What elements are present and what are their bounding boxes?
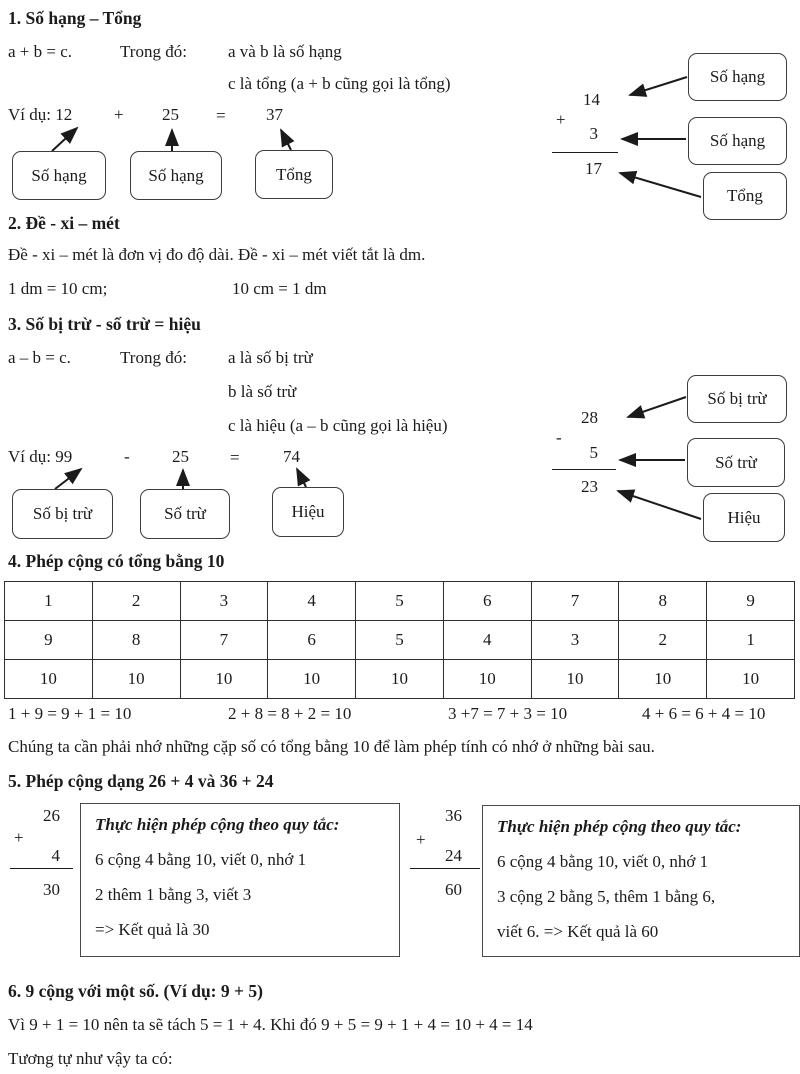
table-cell: 10	[180, 660, 268, 699]
table-cell: 7	[180, 621, 268, 660]
rule-line: 2 thêm 1 bằng 3, viết 3	[95, 885, 252, 904]
table-cell: 9	[707, 582, 795, 621]
vertical-subtraction-top: 28	[581, 408, 598, 427]
rule-title: Thực hiện phép cộng theo quy tắc:	[497, 817, 742, 836]
arrow-icon	[297, 469, 306, 487]
arrow-icon	[281, 130, 291, 150]
sum-10-table	[4, 581, 795, 699]
vertical-plus-sign: +	[556, 110, 566, 129]
addend-label: Số hạng	[31, 165, 87, 185]
rule-box-right	[482, 805, 800, 957]
addition-formula: a + b = c.	[8, 42, 73, 61]
rule-line: => Kết quả là 30	[95, 920, 210, 939]
rule-line: 3 cộng 2 bằng 5, thêm 1 bằng 6,	[497, 887, 716, 906]
subtrahend-label-box	[140, 489, 230, 539]
subtrahend-definition: b là số trừ	[228, 382, 297, 401]
difference-label-box	[703, 493, 785, 542]
table-cell: 6	[443, 582, 531, 621]
arrow-icon	[55, 469, 81, 489]
section-2-heading: 2. Đề - xi – mét	[8, 213, 120, 233]
minuend-label-box	[687, 375, 787, 423]
vertical-addition-result: 60	[445, 880, 462, 899]
sum-rule-line	[10, 868, 73, 869]
vertical-addition-bottom: 3	[589, 124, 598, 143]
vertical-addition-result: 30	[43, 880, 60, 899]
table-cell: 8	[619, 582, 707, 621]
example-prefix: Ví dụ: 12	[8, 105, 73, 124]
vertical-subtraction-bottom: 5	[589, 443, 598, 462]
difference-label: Hiệu	[291, 502, 325, 521]
minus-sign: -	[124, 447, 130, 466]
addend-label-box	[130, 151, 222, 200]
example-sum: 37	[266, 105, 283, 124]
minuend-label: Số bị trừ	[32, 504, 93, 523]
difference-rule-line	[552, 469, 616, 470]
subtraction-formula: a – b = c.	[8, 348, 71, 367]
table-cell: 7	[531, 582, 619, 621]
vertical-addition-bottom: 4	[51, 846, 60, 865]
vertical-plus-sign: +	[416, 830, 426, 849]
table-cell: 10	[619, 660, 707, 699]
vertical-subtraction-result: 23	[581, 477, 598, 496]
table-row	[5, 621, 795, 660]
example-difference: 74	[283, 447, 300, 466]
pair-equation: 4 + 6 = 6 + 4 = 10	[642, 704, 766, 723]
addend-label: Số hạng	[148, 165, 204, 185]
arrow-icon	[618, 491, 701, 519]
difference-definition: c là hiệu (a – b cũng gọi là hiệu)	[228, 416, 448, 435]
example-subtrahend: 25	[172, 447, 189, 466]
vertical-addition-result: 17	[585, 159, 602, 178]
sum-label-box	[703, 172, 787, 220]
vertical-minus-sign: -	[556, 428, 562, 447]
section-5-heading: 5. Phép cộng dạng 26 + 4 và 36 + 24	[8, 771, 274, 791]
table-cell: 10	[268, 660, 356, 699]
pair-equation: 3 +7 = 7 + 3 = 10	[448, 704, 568, 723]
section-4-heading: 4. Phép cộng có tổng bằng 10	[8, 551, 225, 571]
sum-label: Tổng	[276, 164, 312, 184]
decimeter-definition: Đề - xi – mét là đơn vị đo độ dài. Đề - xi – mét viết tắt là dm.	[8, 245, 426, 264]
table-cell: 1	[5, 582, 93, 621]
sum-rule-line	[410, 868, 480, 869]
rule-box-left	[80, 803, 400, 957]
table-row	[5, 582, 795, 621]
table-cell: 5	[356, 621, 444, 660]
minuend-label: Số bị trừ	[707, 389, 767, 408]
vertical-addition-top: 36	[445, 806, 462, 825]
vertical-plus-sign: +	[14, 828, 24, 847]
arrow-icon	[52, 128, 77, 151]
example-prefix: Ví dụ: 99	[8, 447, 73, 466]
table-cell: 5	[356, 582, 444, 621]
table-cell: 8	[92, 621, 180, 660]
table-row	[5, 660, 795, 699]
minuend-definition: a là số bị trừ	[228, 348, 313, 367]
addend-label: Số hạng	[709, 67, 766, 86]
cm-to-dm: 10 cm = 1 dm	[232, 279, 327, 298]
section-1-heading: 1. Số hạng – Tổng	[8, 8, 142, 28]
sum-definition: c là tổng (a + b cũng gọi là tổng)	[228, 74, 451, 93]
rule-line: viết 6. => Kết quả là 60	[497, 922, 659, 941]
difference-label: Hiệu	[727, 507, 761, 527]
table-cell: 10	[92, 660, 180, 699]
addend-label-box	[688, 53, 787, 101]
table-cell: 10	[5, 660, 93, 699]
equals-sign: =	[230, 448, 240, 467]
addend-definition: a và b là số hạng	[228, 42, 342, 61]
nine-plus-explanation: Vì 9 + 1 = 10 nên ta sẽ tách 5 = 1 + 4. Khi đó 9 + 5 = 9 + 1 + 4 = 10 + 4 = 14	[8, 1015, 533, 1034]
sum-label-box	[255, 150, 333, 199]
pair-equation: 2 + 8 = 8 + 2 = 10	[228, 704, 352, 723]
vertical-addition-bottom: 24	[445, 846, 462, 865]
sum-label: Tổng	[727, 186, 763, 205]
addend-label-box	[688, 117, 787, 165]
subtrahend-label-box	[687, 438, 785, 487]
rule-title: Thực hiện phép cộng theo quy tắc:	[95, 815, 340, 834]
plus-sign: +	[114, 105, 124, 124]
difference-label-box	[272, 487, 344, 537]
subtrahend-label: Số trừ	[715, 452, 757, 472]
subtrahend-label: Số trừ	[164, 504, 206, 523]
in-which-label: Trong đó:	[120, 348, 187, 367]
dm-to-cm: 1 dm = 10 cm;	[8, 279, 108, 298]
minuend-label-box	[12, 489, 113, 539]
table-cell: 6	[268, 621, 356, 660]
equals-sign: =	[216, 106, 226, 125]
rule-line: 6 cộng 4 bằng 10, viết 0, nhớ 1	[95, 850, 307, 869]
table-cell: 3	[180, 582, 268, 621]
table-cell: 10	[531, 660, 619, 699]
addend-label: Số hạng	[709, 131, 766, 150]
example-addend: 25	[162, 105, 179, 124]
arrow-icon	[630, 77, 687, 95]
table-cell: 3	[531, 621, 619, 660]
in-which-label: Trong đó:	[120, 42, 187, 61]
remember-note: Chúng ta cần phải nhớ những cặp số có tổng bằng 10 để làm phép tính có nhớ ở những bài sau.	[8, 737, 655, 756]
table-cell: 10	[443, 660, 531, 699]
pair-equation: 1 + 9 = 9 + 1 = 10	[8, 704, 132, 723]
section-6-heading: 6. 9 cộng với một số. (Ví dụ: 9 + 5)	[8, 981, 263, 1001]
arrow-icon	[620, 173, 701, 197]
section-3-heading: 3. Số bị trừ - số trừ = hiệu	[8, 314, 201, 334]
arrow-icon	[628, 397, 686, 417]
table-cell: 9	[5, 621, 93, 660]
table-cell: 10	[356, 660, 444, 699]
table-cell: 4	[443, 621, 531, 660]
vertical-addition-top: 14	[583, 90, 600, 109]
addend-label-box	[12, 151, 106, 200]
table-cell: 10	[707, 660, 795, 699]
rule-line: 6 cộng 4 bằng 10, viết 0, nhớ 1	[497, 852, 709, 871]
vertical-addition-top: 26	[43, 806, 60, 825]
table-cell: 4	[268, 582, 356, 621]
table-cell: 2	[92, 582, 180, 621]
table-cell: 2	[619, 621, 707, 660]
sum-rule-line	[552, 152, 618, 153]
table-cell: 1	[707, 621, 795, 660]
similarly-label: Tương tự như vậy ta có:	[8, 1049, 173, 1068]
